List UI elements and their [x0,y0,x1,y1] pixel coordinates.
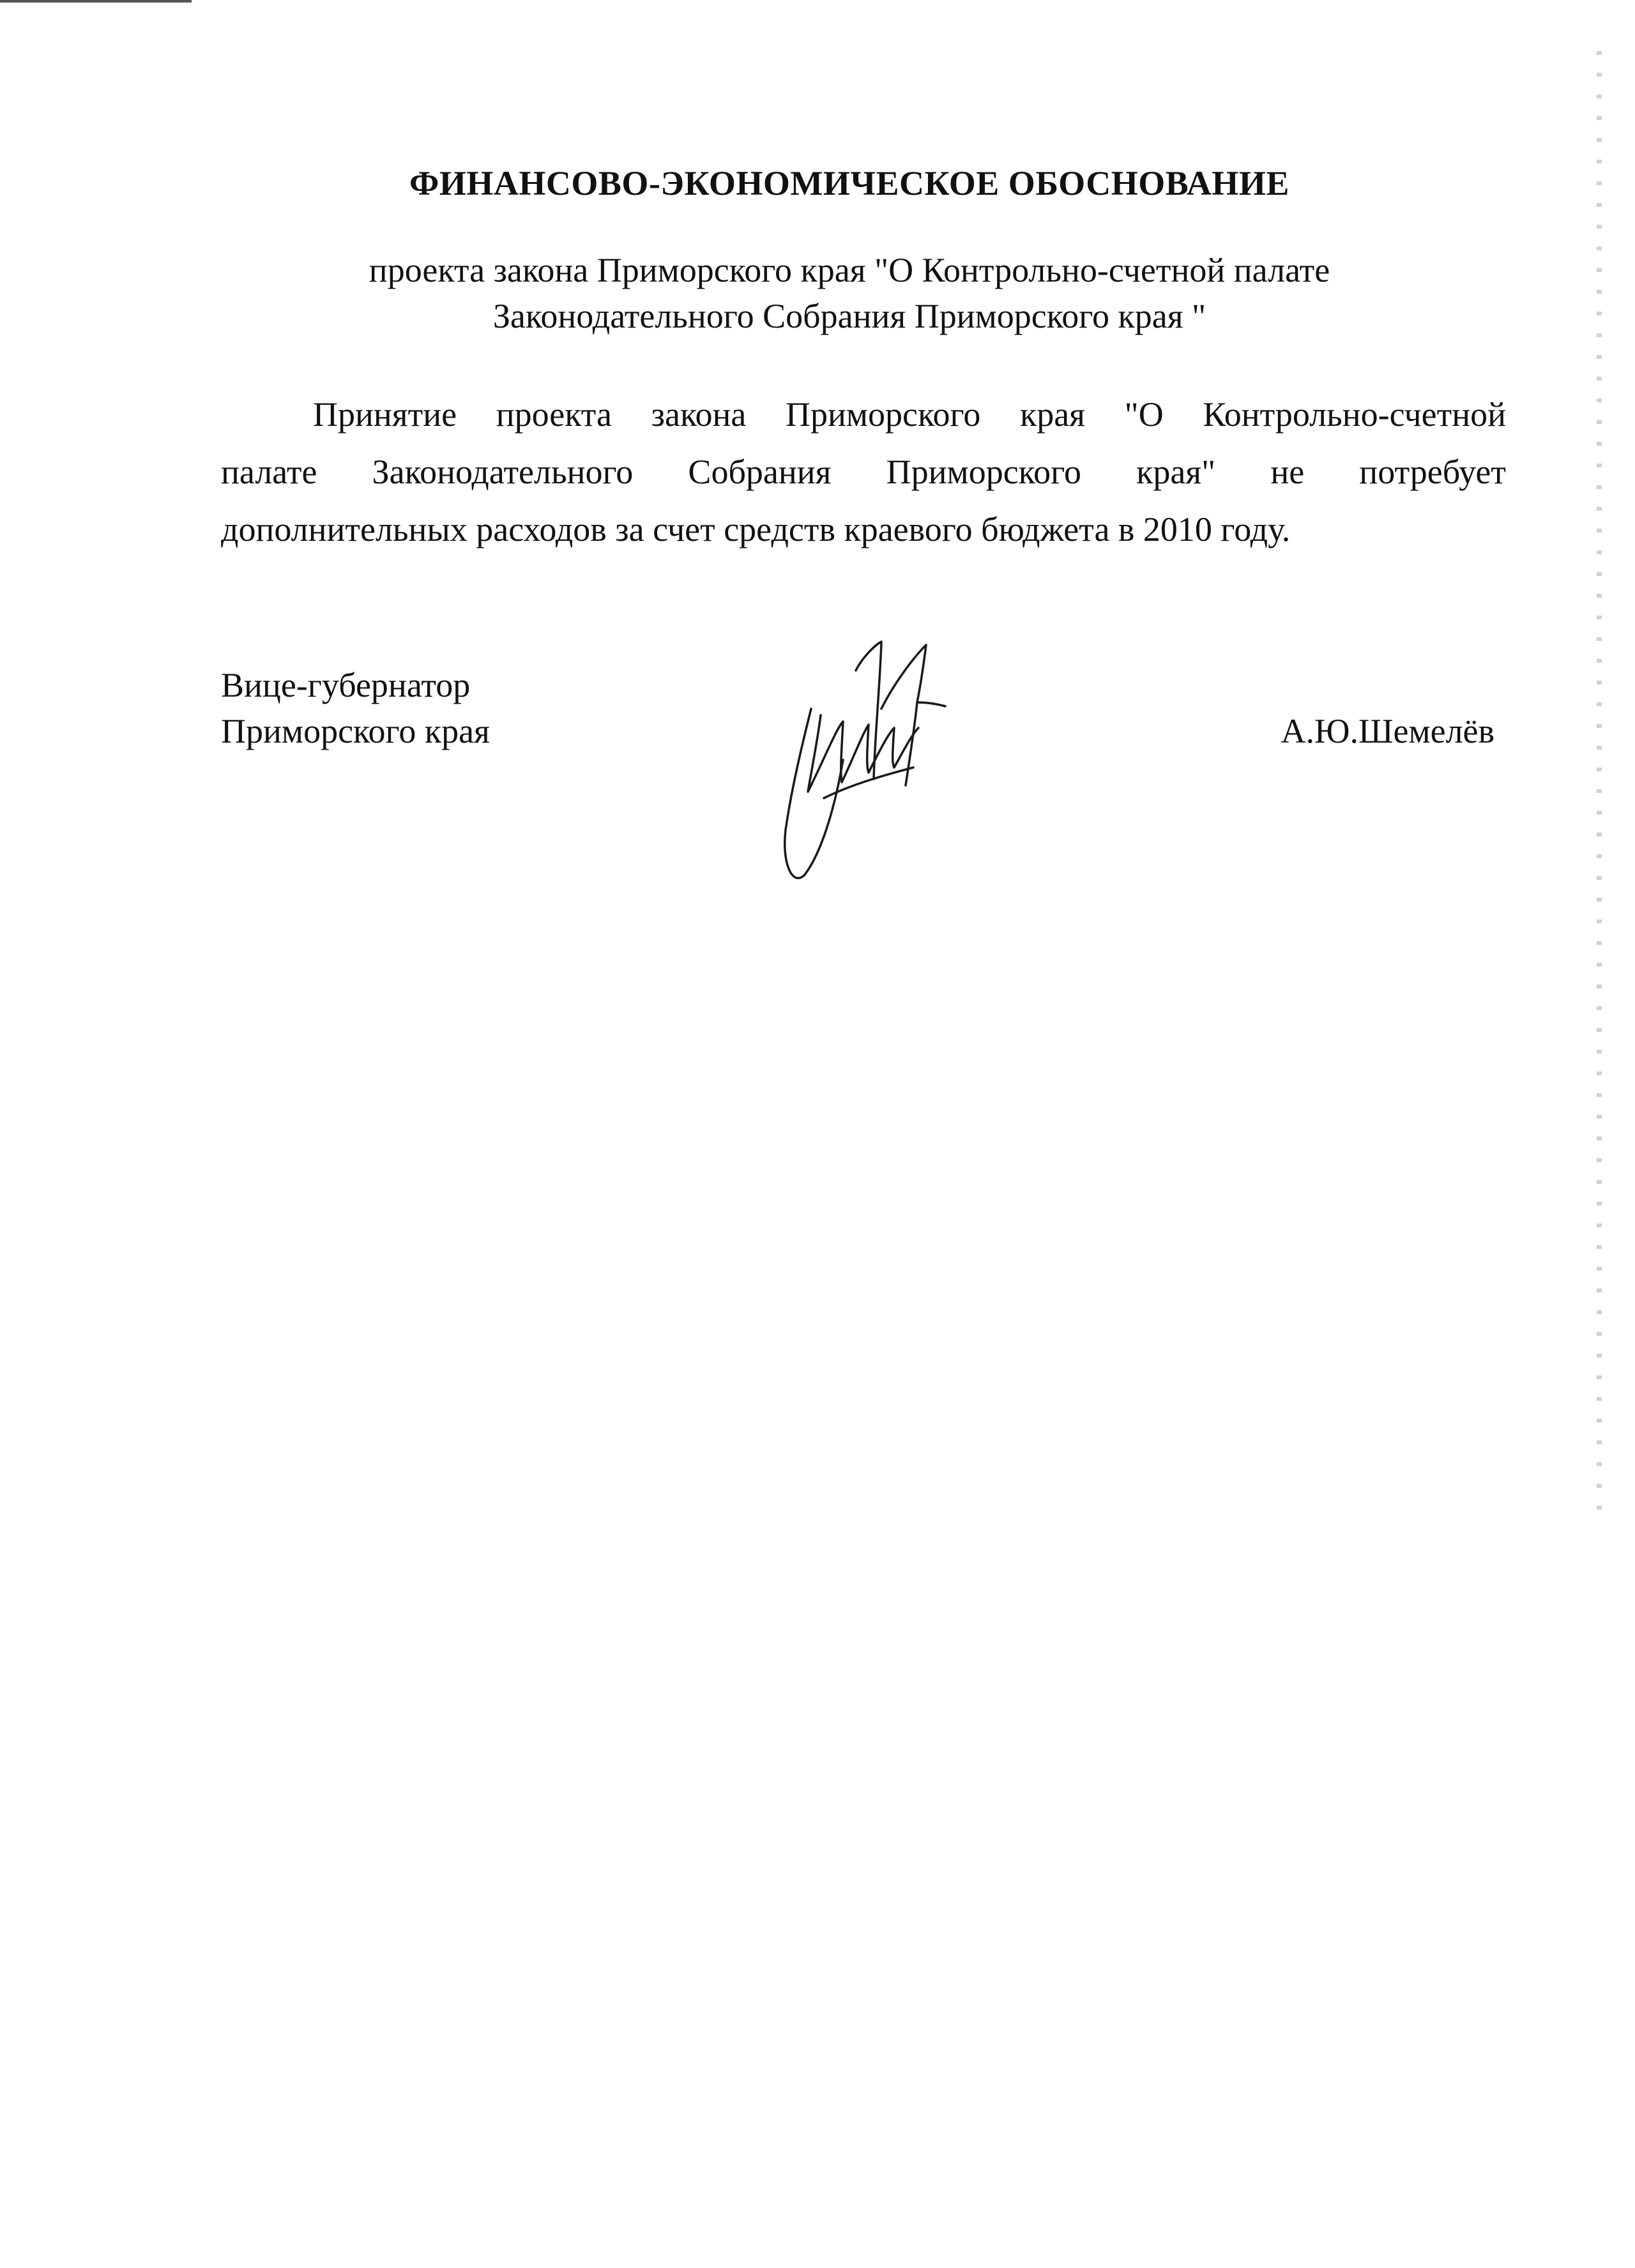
signatory-role-line-1: Вице-губернатор [221,666,471,704]
signatory-role-line-2: Приморского края [221,712,490,750]
document-subtitle-line-2: Законодательного Собрания Приморского края " [492,297,1206,335]
scan-artifact-line [0,0,192,3]
body-paragraph-line-1: Принятие проекта закона Приморского края "О Контрольно-счетной [313,395,1506,434]
document-subtitle-line-1: проекта закона Приморского края "О Контрольно-счетной палате [369,251,1330,289]
signatory-name: А.Ю.Шемелёв [1281,712,1494,750]
body-paragraph-line-2: палате Законодательного Собрания Приморского края" не потребует [221,453,1506,491]
document-title: ФИНАНСОВО-ЭКОНОМИЧЕСКОЕ ОБОСНОВАНИЕ [409,164,1289,202]
handwritten-signature [766,632,1022,900]
body-paragraph-line-3: дополнительных расходов за счет средств краевого бюджета в 2010 году. [221,510,1291,548]
